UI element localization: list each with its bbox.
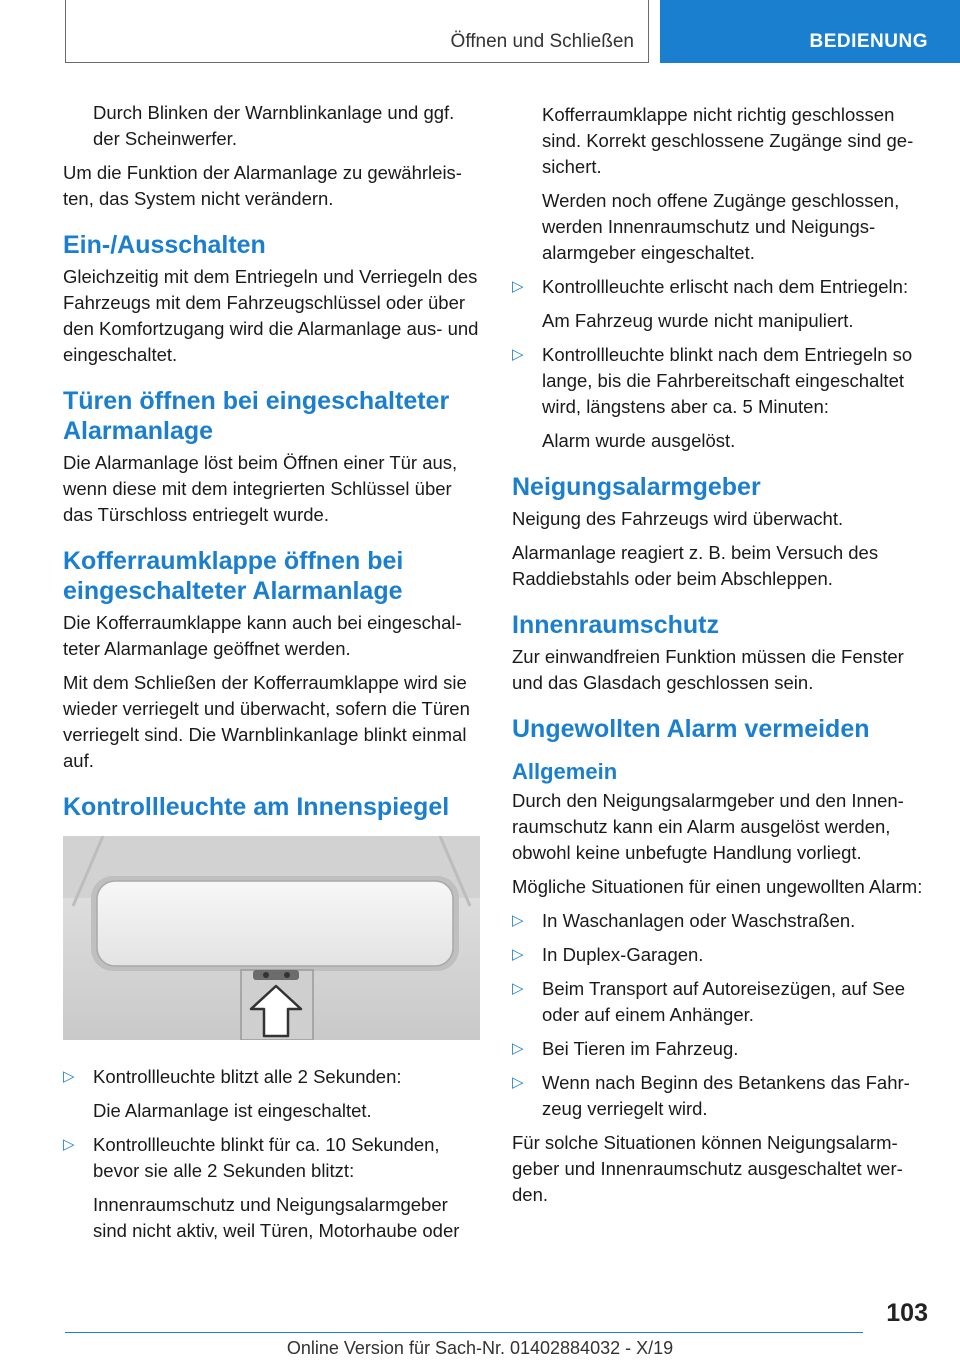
triangle-bullet-icon: ▷: [512, 912, 524, 929]
left-column: [63, 100, 483, 1252]
rearview-mirror-illustration: [63, 836, 480, 1040]
list-item-text: Kontrollleuchte blinkt für ca. 10 Sekunden, bevor sie alle 2 Sekunden blitzt:: [93, 1134, 440, 1181]
heading-on-off: Ein-/Ausschalten: [63, 231, 266, 259]
list-item: [63, 1064, 483, 1124]
triangle-bullet-icon: ▷: [512, 346, 524, 363]
continuation-paragraph-1: Kofferraumklappe nicht richtig geschlossen sind. Korrekt geschlossene Zugänge sind ge- sichert.: [542, 104, 914, 177]
list-item: [512, 342, 932, 454]
heading-indicator: Kontrollleuchte am Innenspiegel: [63, 793, 450, 821]
list-item: [512, 908, 932, 934]
list-item: [512, 942, 932, 968]
list-item-text: Kontrollleuchte blitzt alle 2 Sekunden:: [93, 1066, 402, 1087]
rearview-mirror-image: [63, 836, 480, 1040]
header-section-title: Öffnen und Schließen: [450, 31, 634, 52]
final-paragraph: Für solche Situationen können Neigungsalarm- geber und Innenraumschutz ausgeschaltet wer- den.: [512, 1132, 903, 1205]
tilt-paragraph-1: Neigung des Fahrzeugs wird überwacht.: [512, 508, 844, 529]
list-item-subtext: Innenraumschutz und Neigungsalarmgeber sind nicht aktiv, weil Türen, Motorhaube oder: [93, 1194, 460, 1241]
list-item: [512, 976, 932, 1028]
triangle-bullet-icon: ▷: [512, 1074, 524, 1091]
triangle-bullet-icon: ▷: [512, 946, 524, 963]
general-paragraph-2: Mögliche Situationen für einen ungewollten Alarm:: [512, 876, 923, 897]
triangle-bullet-icon: ▷: [512, 278, 524, 295]
list-item: [512, 1070, 932, 1122]
triangle-bullet-icon: ▷: [63, 1068, 75, 1085]
right-column: [512, 102, 932, 1216]
function-paragraph: Um die Funktion der Alarmanlage zu gewährleis- ten, das System nicht verändern.: [63, 162, 462, 209]
heading-trunk: Kofferraumklappe öffnen bei eingeschalteter Alarmanlage: [63, 547, 404, 605]
triangle-bullet-icon: ▷: [512, 1040, 524, 1057]
list-item-text: Kontrollleuchte blinkt nach dem Entriegeln so lange, bis die Fahrbereitschaft eingeschaltet wird, längstens aber ca. 5 Minuten:: [542, 344, 913, 417]
doors-paragraph: Die Alarmanlage löst beim Öffnen einer Tür aus, wenn diese mit dem integrierten Schlüssel über das Türschloss entriegelt wurde.: [63, 452, 458, 525]
list-item-text: Beim Transport auf Autoreisezügen, auf See oder auf einem Anhänger.: [542, 978, 906, 1025]
list-item-text: Wenn nach Beginn des Betankens das Fahr- zeug verriegelt wird.: [542, 1072, 910, 1119]
tilt-paragraph-2: Alarmanlage reagiert z. B. beim Versuch des Raddiebstahls oder beim Abschleppen.: [512, 542, 879, 589]
continuation-paragraph-2: Werden noch offene Zugänge geschlossen, werden Innenraumschutz und Neigungs- alarmgeber eingeschaltet.: [542, 190, 900, 263]
subheading-general: Allgemein: [512, 759, 618, 784]
triangle-bullet-icon: ▷: [512, 980, 524, 997]
page-number: 103: [886, 1299, 928, 1327]
intro-continuation: Durch Blinken der Warnblinkanlage und ggf. der Scheinwerfer.: [93, 102, 455, 149]
interior-paragraph: Zur einwandfreien Funktion müssen die Fenster und das Glasdach geschlossen sein.: [512, 646, 904, 693]
trunk-paragraph-1: Die Kofferraumklappe kann auch bei eingeschal- teter Alarmanlage geöffnet werden.: [63, 612, 462, 659]
list-item-subtext: Alarm wurde ausgelöst.: [542, 430, 736, 451]
triangle-bullet-icon: ▷: [63, 1136, 75, 1153]
list-item-text: In Waschanlagen oder Waschstraßen.: [542, 910, 856, 931]
list-item-text: Kontrollleuchte erlischt nach dem Entriegeln:: [542, 276, 909, 297]
list-item-subtext: Die Alarmanlage ist eingeschaltet.: [93, 1100, 372, 1121]
list-item-text: In Duplex-Garagen.: [542, 944, 704, 965]
heading-interior-protection: Innenraumschutz: [512, 611, 719, 639]
header-chapter-box: [660, 0, 960, 63]
indicator-list-cont: [512, 274, 932, 454]
list-item: [512, 1036, 932, 1062]
list-item-subtext: Am Fahrzeug wurde nicht manipuliert.: [542, 310, 854, 331]
list-item: [512, 274, 932, 334]
situations-list: [512, 908, 932, 1122]
header-section-box: [65, 0, 649, 63]
heading-doors: Türen öffnen bei eingeschalteter Alarmanlage: [63, 387, 450, 445]
header-chapter-title: BEDIENUNG: [809, 31, 928, 52]
general-paragraph-1: Durch den Neigungsalarmgeber und den Innen- raumschutz kann ein Alarm ausgelöst werden, obwohl keine unbefugte Handlung vorliegt.: [512, 790, 904, 863]
footer-divider: [65, 1332, 863, 1333]
list-item-text: Bei Tieren im Fahrzeug.: [542, 1038, 739, 1059]
heading-avoid-alarm: Ungewollten Alarm vermeiden: [512, 715, 870, 743]
on-off-paragraph: Gleichzeitig mit dem Entriegeln und Verriegeln des Fahrzeugs mit dem Fahrzeugschlüssel oder über den Komfortzugang wird die Alarmanlage aus- und eingeschaltet.: [63, 266, 479, 365]
list-item: [63, 1132, 483, 1244]
trunk-paragraph-2: Mit dem Schließen der Kofferraumklappe wird sie wieder verriegelt und überwacht, sofern die Türen verriegelt sind. Die Warnblinkanlage blinkt einmal auf.: [63, 672, 470, 771]
footer-text: Online Version für Sach-Nr. 01402884032 - X/19: [286, 1338, 674, 1358]
heading-tilt-sensor: Neigungsalarmgeber: [512, 473, 761, 501]
indicator-list: [63, 1064, 483, 1244]
